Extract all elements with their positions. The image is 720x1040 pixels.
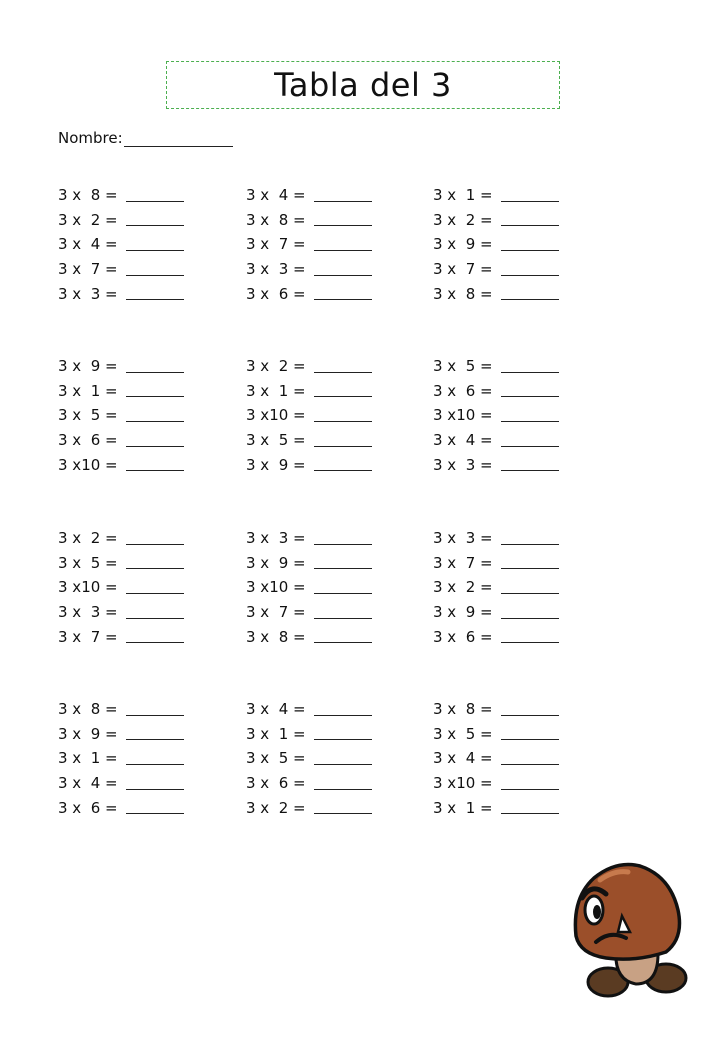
exercise-row — [58, 257, 208, 282]
exercise-row — [246, 697, 396, 722]
exercise-block — [246, 354, 396, 477]
multiplication-expression: 3 x 9 = — [58, 724, 118, 743]
exercise-block — [58, 354, 208, 477]
answer-blank[interactable] — [501, 238, 559, 251]
answer-blank[interactable] — [126, 703, 184, 716]
exercise-row — [246, 354, 396, 379]
exercise-row — [246, 722, 396, 747]
multiplication-expression: 3 x 8 = — [433, 700, 493, 719]
exercise-block — [246, 526, 396, 649]
exercise-row — [58, 452, 208, 477]
multiplication-expression: 3 x10 = — [246, 406, 306, 425]
answer-blank[interactable] — [126, 606, 184, 619]
multiplication-expression: 3 x 6 = — [58, 431, 118, 450]
multiplication-expression: 3 x 4 = — [58, 774, 118, 793]
answer-blank[interactable] — [501, 532, 559, 545]
exercise-row — [58, 379, 208, 404]
exercise-row — [58, 208, 208, 233]
answer-blank[interactable] — [501, 606, 559, 619]
exercise-row — [433, 403, 583, 428]
multiplication-expression: 3 x 2 = — [58, 210, 118, 229]
multiplication-expression: 3 x 3 = — [58, 603, 118, 622]
answer-blank[interactable] — [126, 263, 184, 276]
answer-blank[interactable] — [126, 360, 184, 373]
answer-blank[interactable] — [126, 630, 184, 643]
exercise-block — [246, 697, 396, 820]
exercise-row — [246, 551, 396, 576]
exercise-row — [58, 746, 208, 771]
multiplication-expression: 3 x 2 = — [246, 798, 306, 817]
answer-blank[interactable] — [126, 238, 184, 251]
multiplication-expression: 3 x 1 = — [246, 724, 306, 743]
exercise-row — [433, 551, 583, 576]
answer-blank[interactable] — [314, 556, 372, 569]
multiplication-expression: 3 x 3 = — [246, 260, 306, 279]
exercise-row — [433, 208, 583, 233]
exercise-row — [433, 232, 583, 257]
multiplication-expression: 3 x10 = — [246, 578, 306, 597]
exercise-row — [246, 403, 396, 428]
answer-blank[interactable] — [126, 384, 184, 397]
exercise-block — [58, 697, 208, 820]
exercise-row — [433, 746, 583, 771]
answer-blank[interactable] — [126, 581, 184, 594]
answer-blank[interactable] — [314, 213, 372, 226]
multiplication-expression: 3 x 9 = — [433, 235, 493, 254]
answer-blank[interactable] — [501, 213, 559, 226]
exercise-row — [433, 526, 583, 551]
multiplication-expression: 3 x 4 = — [433, 749, 493, 768]
multiplication-expression: 3 x 1 = — [246, 381, 306, 400]
answer-blank[interactable] — [501, 581, 559, 594]
answer-blank[interactable] — [501, 556, 559, 569]
exercise-row — [58, 354, 208, 379]
multiplication-expression: 3 x 4 = — [246, 186, 306, 205]
answer-blank[interactable] — [126, 213, 184, 226]
multiplication-expression: 3 x 7 = — [58, 627, 118, 646]
answer-blank[interactable] — [126, 532, 184, 545]
multiplication-expression: 3 x 9 = — [246, 553, 306, 572]
multiplication-expression: 3 x 5 = — [246, 749, 306, 768]
exercise-row — [246, 771, 396, 796]
exercise-block — [58, 526, 208, 649]
multiplication-expression: 3 x 4 = — [58, 235, 118, 254]
multiplication-expression: 3 x 8 = — [58, 700, 118, 719]
answer-blank[interactable] — [126, 801, 184, 814]
answer-blank[interactable] — [314, 606, 372, 619]
answer-blank[interactable] — [314, 434, 372, 447]
answer-blank[interactable] — [314, 238, 372, 251]
multiplication-expression: 3 x 8 = — [246, 210, 306, 229]
multiplication-expression: 3 x 3 = — [433, 455, 493, 474]
multiplication-expression: 3 x 3 = — [58, 284, 118, 303]
multiplication-expression: 3 x 5 = — [433, 357, 493, 376]
exercise-row — [246, 232, 396, 257]
multiplication-expression: 3 x 5 = — [433, 724, 493, 743]
answer-blank[interactable] — [126, 189, 184, 202]
multiplication-expression: 3 x 9 = — [246, 455, 306, 474]
multiplication-expression: 3 x 8 = — [433, 284, 493, 303]
goomba-mushroom-icon — [566, 858, 692, 1004]
exercise-row — [433, 257, 583, 282]
answer-blank[interactable] — [501, 434, 559, 447]
exercise-row — [246, 428, 396, 453]
multiplication-expression: 3 x 6 = — [246, 774, 306, 793]
multiplication-expression: 3 x 7 = — [58, 260, 118, 279]
answer-blank[interactable] — [126, 287, 184, 300]
multiplication-expression: 3 x10 = — [433, 406, 493, 425]
exercise-row — [58, 600, 208, 625]
exercise-row — [58, 771, 208, 796]
multiplication-expression: 3 x 7 = — [433, 260, 493, 279]
exercise-row — [246, 746, 396, 771]
multiplication-expression: 3 x10 = — [58, 578, 118, 597]
multiplication-expression: 3 x 2 = — [246, 357, 306, 376]
multiplication-expression: 3 x 1 = — [58, 381, 118, 400]
multiplication-expression: 3 x 7 = — [246, 235, 306, 254]
answer-blank[interactable] — [314, 752, 372, 765]
exercise-row — [246, 600, 396, 625]
exercise-row — [433, 379, 583, 404]
answer-blank[interactable] — [314, 263, 372, 276]
answer-blank[interactable] — [501, 409, 559, 422]
exercise-row — [433, 624, 583, 649]
page-title: Tabla del 3 — [274, 66, 452, 104]
exercise-block — [433, 354, 583, 477]
answer-blank[interactable] — [126, 409, 184, 422]
answer-blank[interactable] — [314, 727, 372, 740]
answer-blank[interactable] — [501, 384, 559, 397]
exercise-row — [246, 257, 396, 282]
multiplication-expression: 3 x 2 = — [58, 529, 118, 548]
answer-blank[interactable] — [501, 752, 559, 765]
answer-blank[interactable] — [126, 556, 184, 569]
exercise-row — [58, 403, 208, 428]
answer-blank[interactable] — [314, 360, 372, 373]
answer-blank[interactable] — [501, 777, 559, 790]
exercise-row — [246, 208, 396, 233]
exercise-row — [58, 428, 208, 453]
multiplication-expression: 3 x 1 = — [433, 798, 493, 817]
answer-blank[interactable] — [501, 703, 559, 716]
multiplication-expression: 3 x 7 = — [433, 553, 493, 572]
multiplication-expression: 3 x 8 = — [246, 627, 306, 646]
exercise-row — [246, 575, 396, 600]
multiplication-expression: 3 x 5 = — [246, 431, 306, 450]
multiplication-expression: 3 x 1 = — [433, 186, 493, 205]
answer-blank[interactable] — [314, 458, 372, 471]
exercise-row — [246, 452, 396, 477]
multiplication-expression: 3 x 7 = — [246, 603, 306, 622]
multiplication-expression: 3 x 6 = — [433, 381, 493, 400]
answer-blank[interactable] — [126, 777, 184, 790]
answer-blank[interactable] — [314, 189, 372, 202]
exercise-block — [246, 183, 396, 306]
exercise-row — [246, 183, 396, 208]
answer-blank[interactable] — [314, 801, 372, 814]
exercise-row — [58, 526, 208, 551]
multiplication-expression: 3 x 6 = — [433, 627, 493, 646]
exercise-row — [433, 428, 583, 453]
multiplication-expression: 3 x 8 = — [58, 186, 118, 205]
exercise-row — [246, 281, 396, 306]
exercise-row — [58, 795, 208, 820]
multiplication-expression: 3 x 5 = — [58, 553, 118, 572]
answer-blank[interactable] — [314, 384, 372, 397]
answer-blank[interactable] — [501, 801, 559, 814]
answer-blank[interactable] — [501, 360, 559, 373]
exercise-block — [58, 183, 208, 306]
exercise-row — [58, 722, 208, 747]
multiplication-expression: 3 x 4 = — [246, 700, 306, 719]
answer-blank[interactable] — [126, 752, 184, 765]
multiplication-expression: 3 x 3 = — [433, 529, 493, 548]
answer-blank[interactable] — [314, 777, 372, 790]
exercise-row — [58, 575, 208, 600]
answer-blank[interactable] — [126, 434, 184, 447]
title-box — [166, 61, 560, 109]
answer-blank[interactable] — [126, 458, 184, 471]
answer-blank[interactable] — [501, 458, 559, 471]
multiplication-expression: 3 x 9 = — [433, 603, 493, 622]
exercise-row — [58, 183, 208, 208]
multiplication-expression: 3 x 2 = — [433, 578, 493, 597]
multiplication-expression: 3 x 1 = — [58, 749, 118, 768]
exercise-row — [433, 771, 583, 796]
exercise-row — [58, 697, 208, 722]
exercise-row — [58, 551, 208, 576]
answer-blank[interactable] — [314, 630, 372, 643]
exercise-row — [433, 600, 583, 625]
answer-blank[interactable] — [501, 189, 559, 202]
name-label: Nombre: — [58, 129, 123, 147]
exercise-block — [433, 697, 583, 820]
answer-blank[interactable] — [314, 532, 372, 545]
name-blank-line[interactable] — [124, 132, 233, 147]
answer-blank[interactable] — [501, 727, 559, 740]
exercise-row — [433, 281, 583, 306]
multiplication-expression: 3 x 4 = — [433, 431, 493, 450]
multiplication-expression: 3 x 3 = — [246, 529, 306, 548]
multiplication-expression: 3 x 5 = — [58, 406, 118, 425]
exercise-row — [246, 526, 396, 551]
answer-blank[interactable] — [314, 581, 372, 594]
name-field[interactable] — [58, 129, 233, 147]
answer-blank[interactable] — [501, 630, 559, 643]
exercise-row — [58, 281, 208, 306]
exercise-row — [246, 379, 396, 404]
exercise-row — [433, 354, 583, 379]
multiplication-expression: 3 x 2 = — [433, 210, 493, 229]
multiplication-expression: 3 x10 = — [433, 774, 493, 793]
exercise-row — [58, 232, 208, 257]
answer-blank[interactable] — [314, 409, 372, 422]
answer-blank[interactable] — [314, 703, 372, 716]
exercise-row — [433, 183, 583, 208]
exercise-row — [433, 722, 583, 747]
exercise-row — [433, 795, 583, 820]
answer-blank[interactable] — [126, 727, 184, 740]
exercise-row — [433, 452, 583, 477]
exercise-row — [433, 697, 583, 722]
multiplication-expression: 3 x 6 = — [246, 284, 306, 303]
answer-blank[interactable] — [314, 287, 372, 300]
answer-blank[interactable] — [501, 263, 559, 276]
exercise-row — [58, 624, 208, 649]
exercise-row — [246, 624, 396, 649]
exercise-row — [246, 795, 396, 820]
multiplication-expression: 3 x10 = — [58, 455, 118, 474]
exercise-block — [433, 183, 583, 306]
multiplication-expression: 3 x 9 = — [58, 357, 118, 376]
exercise-block — [433, 526, 583, 649]
exercise-row — [433, 575, 583, 600]
multiplication-expression: 3 x 6 = — [58, 798, 118, 817]
answer-blank[interactable] — [501, 287, 559, 300]
